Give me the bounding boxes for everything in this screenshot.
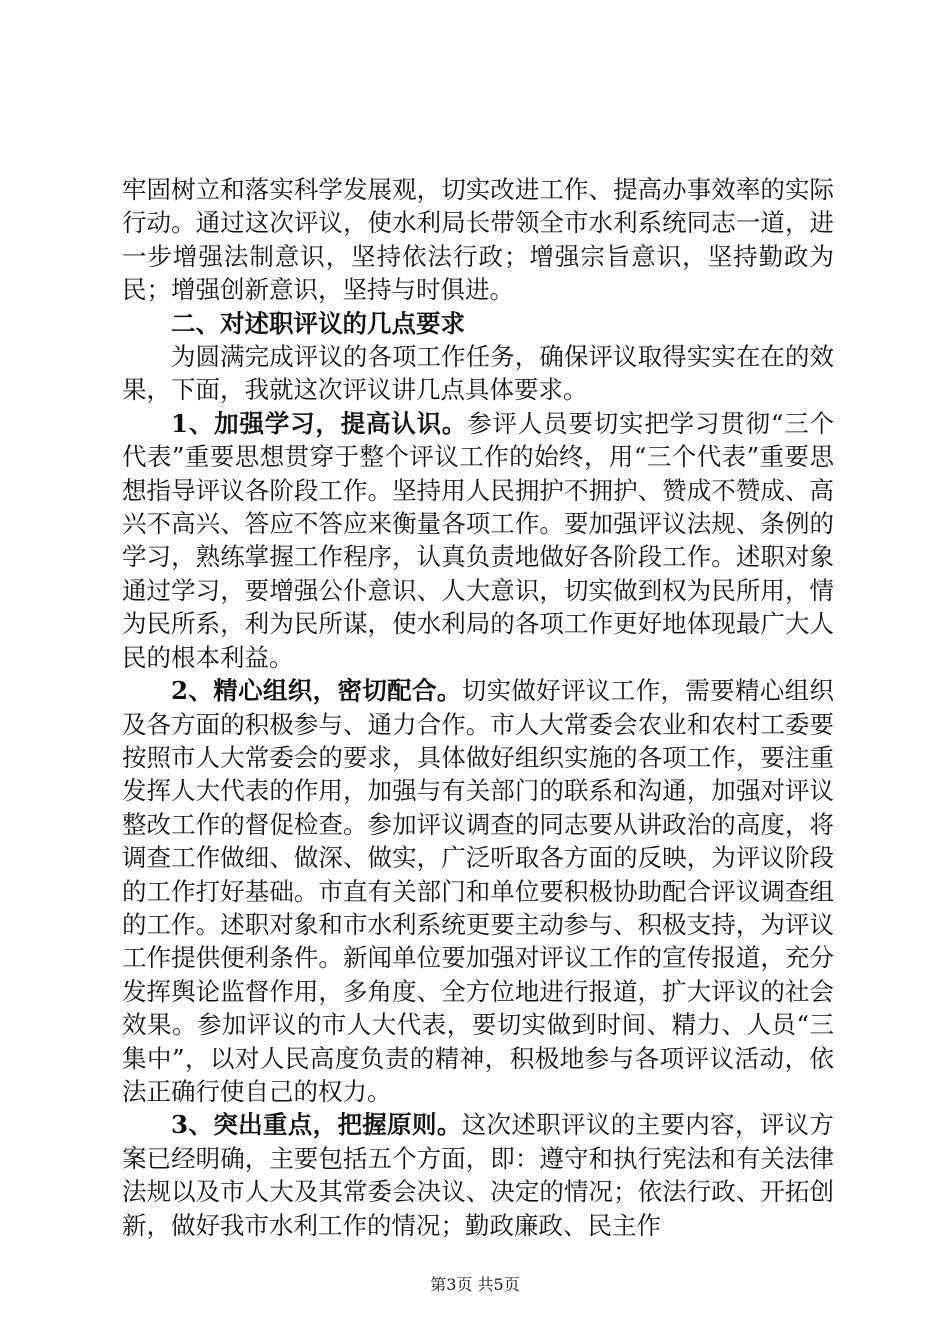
document-body xyxy=(122,173,834,1242)
paragraph-intro xyxy=(122,340,834,407)
paragraph-text: 参评人员要切实把学习贯彻“三个代表”重要思想贯穿于整个评议工作的始终，用“三个代表”重要思想指导评议各阶段工作。坚持用人民拥护不拥护、赞成不赞成、高兴不高兴、答应不答应来衡量各项工作。要加强评议法规、条例的学习，熟练掌握工作程序，认真负责地做好各阶段工作。述职对象通过学习，要增强公仆意识、人大意识，切实做到权为民所用，情为民所系，利为民所谋，使水利局的各项工作更好地体现最广大人民的根本利益。 xyxy=(122,408,834,672)
paragraph-text: 牢固树立和落实科学发展观，切实改进工作、提高办事效率的实际行动。通过这次评议，使水利局长带领全市水利系统同志一道，进一步增强法制意识，坚持依法行政；增强宗旨意识，坚持勤政为民；增强创新意识，坚持与时俱进。 xyxy=(122,175,834,305)
section-heading: 二、对述职评议的几点要求 xyxy=(171,308,465,338)
page-footer xyxy=(0,1275,950,1295)
paragraph-item-2 xyxy=(122,674,834,1108)
paragraph-lead: 1、加强学习，提高认识。 xyxy=(171,408,468,438)
paragraph-text: 为圆满完成评议的各项工作任务，确保评议取得实实在在的效果，下面，我就这次评议讲几点具体要求。 xyxy=(122,342,834,405)
paragraph-continuation xyxy=(122,173,834,307)
paragraph-text: 切实做好评议工作，需要精心组织及各方面的积极参与、通力合作。市人大常委会农业和农村工委要按照市人大常委会的要求，具体做好组织实施的各项工作，要注重发挥人大代表的作用，加强与有关部门的联系和沟通，加强对评议整改工作的督促检查。参加评议调查的同志要从讲政治的高度，将调查工作做细、做深、做实，广泛听取各方面的反映，为评议阶段的工作打好基础。市直有关部门和单位要积极协助配合评议调查组的工作。述职对象和市水利系统更要主动参与、积极支持，为评议工作提供便利条件。新闻单位要加强对评议工作的宣传报道，充分发挥舆论监督作用，多角度、全方位地进行报道，扩大评议的社会效果。参加评议的市人大代表，要切实做到时间、精力、人员“三集中”，以对人民高度负责的精神，积极地参与各项评议活动，依法正确行使自己的权力。 xyxy=(122,676,835,1106)
paragraph-item-1 xyxy=(122,407,834,674)
paragraph-lead: 2、精心组织，密切配合。 xyxy=(171,676,462,706)
paragraph-lead: 3、突出重点，把握原则。 xyxy=(171,1110,462,1140)
page-number-label: 第3页 共5页 xyxy=(430,1275,520,1294)
paragraph-item-3 xyxy=(122,1108,834,1242)
paragraph-text: 这次述职评议的主要内容，评议方案已经明确，主要包括五个方面，即：遵守和执行宪法和有关法律法规以及市人大及其常委会决议、决定的情况；依法行政、开拓创新，做好我市水利工作的情况；勤政廉政、民主作 xyxy=(122,1110,835,1240)
